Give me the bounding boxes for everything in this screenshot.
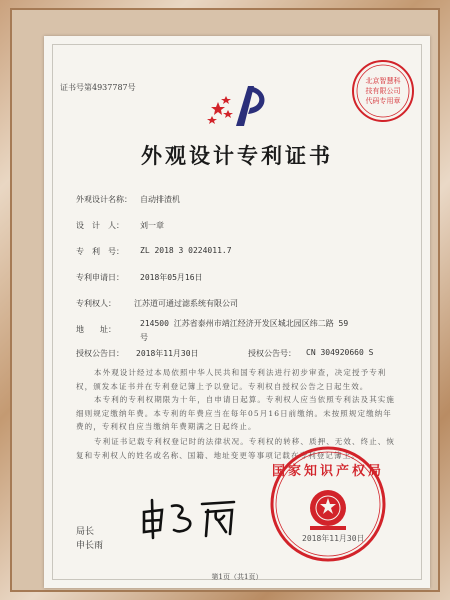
grant-date-value: 2018年11月30日 — [136, 349, 199, 358]
field-label-patent-number: 专 利 号： — [76, 247, 124, 256]
certificate-title: 外观设计专利证书 — [141, 144, 333, 168]
frame-inner-border — [10, 8, 440, 592]
notice-paragraph-1: 本外观设计经过本局依照中华人民共和国专利法进行初步审查，决定授予专利权，颁发本证书并在专利登记簿上予以登记。专利权自授权公告之日起生效。 — [76, 368, 387, 391]
field-label-designer: 设 计 人： — [76, 221, 124, 230]
signatory-name: 申长雨 — [76, 541, 104, 551]
publication-number-label: 授权公告号： — [248, 349, 296, 358]
field-label-design-name: 外观设计名称： — [76, 195, 132, 204]
grant-date-label: 授权公告日： — [76, 349, 124, 358]
field-label-patentee: 专利权人： — [76, 299, 116, 308]
official-seal — [268, 444, 388, 564]
signatory-role: 局长 — [76, 527, 95, 537]
field-value-address-line1: 214500 江苏省泰州市靖江经济开发区城北园区纬二路 59 — [140, 319, 349, 328]
certificate-paper — [44, 36, 430, 588]
field-value-design-name: 自动排渣机 — [140, 195, 180, 204]
field-value-application-date: 2018年05月16日 — [140, 273, 203, 282]
page-footer: 第1页（共1页） — [211, 573, 263, 581]
corner-stamp-line-2: 技有限公司 — [365, 87, 401, 95]
field-label-address: 地 址： — [76, 325, 116, 334]
publication-number-value: CN 304920660 S — [306, 348, 374, 357]
corner-agency-stamp — [350, 58, 416, 124]
seal-arc-text: 国家知识产权局 — [271, 464, 384, 479]
field-value-address-line2: 号 — [140, 333, 148, 342]
certificate-number: 证书号第4937787号 — [60, 83, 136, 92]
patent-office-logo-icon — [204, 78, 274, 130]
handwritten-signature-icon — [136, 492, 246, 542]
field-value-patent-number: ZL 2018 3 0224011.7 — [140, 246, 232, 255]
field-value-patentee: 江苏道可通过滤系统有限公司 — [134, 299, 238, 308]
field-value-designer: 刘一章 — [140, 221, 164, 230]
corner-stamp-line-1: 北京智慧科 — [365, 77, 401, 85]
notice-paragraph-3: 专利证书记载专利权登记时的法律状况。专利权的转移、质押、无效、终止、恢复和专利权人的姓名或名称、国籍、地址变更等事项记载在专利登记簿上。 — [76, 437, 395, 460]
notice-paragraph-2: 本专利的专利权期限为十年，自申请日起算。专利权人应当依照专利法及其实施细则规定缴纳年费。本专利的年费应当在每年05月16日前缴纳。未按照规定缴纳年费的，专利权自应当缴纳年费期满之日起终止。 — [76, 395, 395, 431]
corner-stamp-line-3: 代码专用章 — [365, 97, 401, 105]
field-label-application-date: 专利申请日： — [76, 273, 124, 282]
seal-date: 2018年11月30日 — [302, 534, 365, 543]
